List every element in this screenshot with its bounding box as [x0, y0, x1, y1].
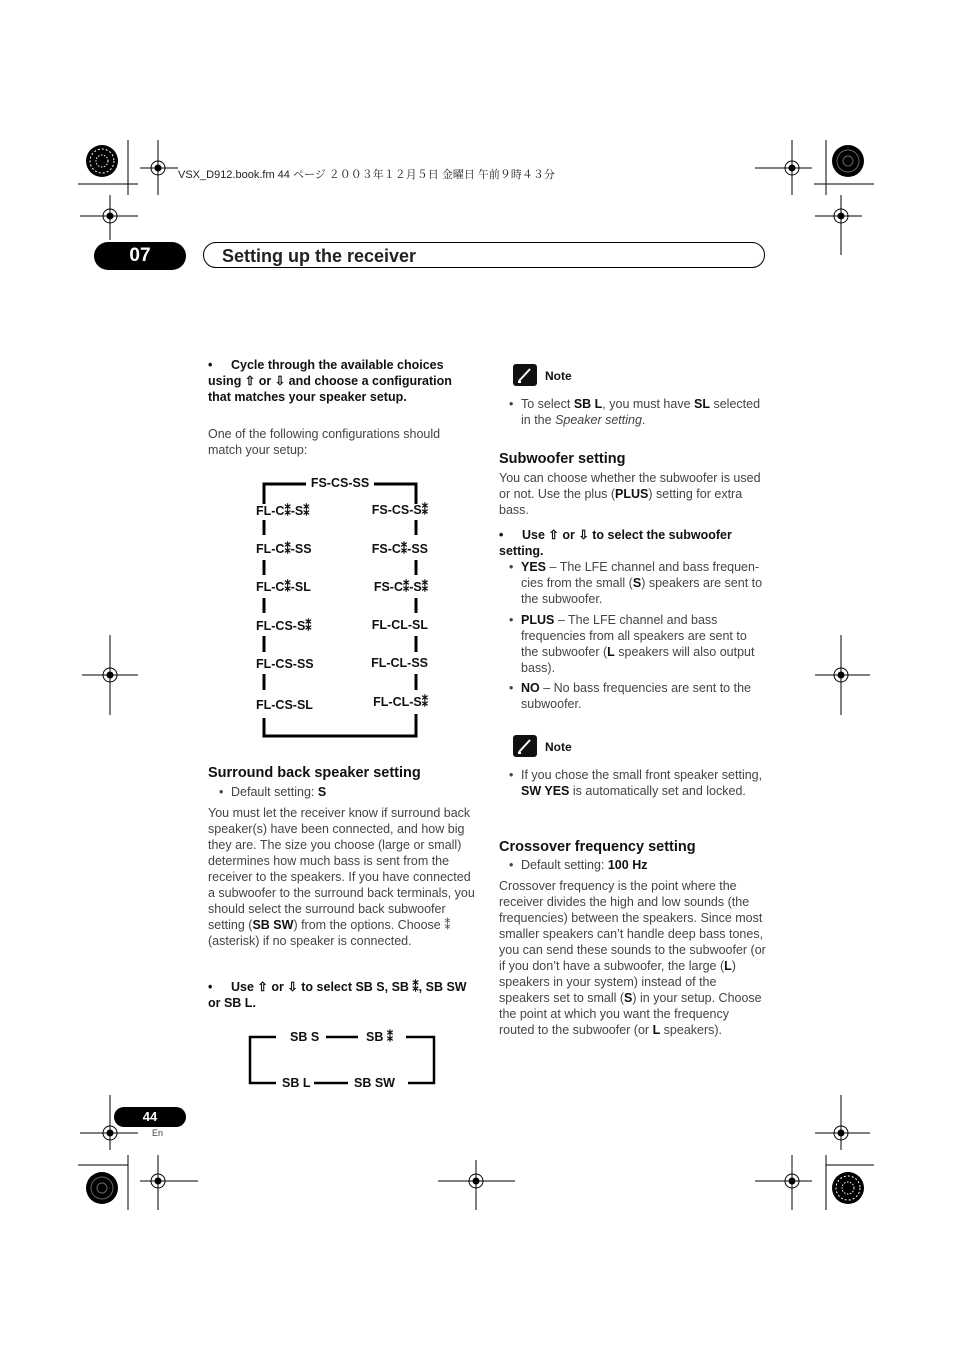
- sb-heading: Surround back speaker setting: [208, 765, 421, 781]
- config-intro: One of the following configurations should match your setup:: [208, 427, 441, 457]
- crossover-body: Crossover frequency is the point where the receiver divides the high and low sounds (the frequencies) between the speakers. Since most smaller speakers can’t handle deep bass tones, you can send these sounds to the subwoofer (or if you don’t have a subwoofer, the large (L) speakers in your system) instead of the speakers set to small (S) in your setup. Choose the point at which you want the frequency routed to the subwoofer (or L speakers).: [499, 879, 766, 1037]
- sb-cycle-bottom-right: SB SW: [354, 1076, 395, 1090]
- note2-text: • If you chose the small front speaker setting, SW YES is automatically set and locked.: [509, 768, 763, 798]
- config-right-5: FL-CL-S⁑: [373, 695, 428, 709]
- page-number: 44: [114, 1107, 186, 1127]
- config-left-2: FL-C⁑-SL: [256, 580, 311, 594]
- instruction-cycle: • Cycle through the available choices using ⇧ or ⇩ and choose a configuration that matches your speaker setup.: [208, 358, 452, 404]
- config-left-5: FL-CS-SL: [256, 698, 313, 712]
- config-right-4: FL-CL-SS: [371, 656, 428, 670]
- instruction-sb: • Use ⇧ or ⇩ to select SB S, SB ⁑, SB SW or SB L.: [208, 980, 467, 1010]
- sb-cycle-top-left: SB S: [290, 1030, 320, 1044]
- note1-title: Note: [545, 369, 572, 383]
- config-top-label: FS-CS-SS: [310, 476, 370, 490]
- language-code: En: [152, 1128, 164, 1138]
- sub-option-yes: • YES – The LFE channel and bass frequen-cies from the small (S) speakers are sent to the subwoofer.: [509, 560, 763, 606]
- config-diagram: [248, 472, 428, 742]
- instruction-subwoofer: • Use ⇧ or ⇩ to select the subwoofer setting.: [499, 528, 732, 558]
- config-left-4: FL-CS-SS: [256, 657, 314, 671]
- config-right-1: FS-C⁑-SS: [371, 542, 428, 556]
- config-right-0: FS-CS-S⁑: [371, 503, 428, 517]
- file-info-header: VSX_D912.book.fm 44 ページ ２００３年１２月５日 金曜日 午前９時４３分: [178, 169, 555, 181]
- subwoofer-intro: You can choose whether the subwoofer is used or not. Use the plus (PLUS) setting for extra bass.: [499, 471, 761, 517]
- note1-text: • To select SB L, you must have SL selected in the Speaker setting.: [509, 397, 761, 427]
- chapter-title: Setting up the receiver: [203, 242, 765, 268]
- config-left-1: FL-C⁑-SS: [256, 542, 312, 556]
- config-left-3: FL-CS-S⁑: [256, 619, 312, 633]
- subwoofer-heading: Subwoofer setting: [499, 451, 626, 467]
- sub-option-plus: • PLUS – The LFE channel and bass frequencies from all speakers are sent to the subwoofer (L speakers will also output bass).: [509, 613, 755, 675]
- config-right-2: FS-C⁑-S⁑: [373, 580, 428, 594]
- note-pencil-icon: [513, 364, 537, 386]
- sub-option-no: • NO – No bass frequencies are sent to the subwoofer.: [509, 681, 751, 711]
- sb-body: You must let the receiver know if surround back speaker(s) have been connected, and how big they are. The size you choose (large or small) determines how much bass is sent from the receiver to the speakers. If you have connected a subwoofer to the surround back terminals, you should select the surround back subwoofer setting (SB SW) from the options. Choose ⁑ (asterisk) if no speaker is connected.: [208, 806, 475, 948]
- crossover-default: • Default setting: 100 Hz: [509, 858, 648, 872]
- note2-title: Note: [545, 740, 572, 754]
- chapter-number: 07: [94, 242, 186, 270]
- sb-default: • Default setting: S: [219, 785, 327, 799]
- sb-cycle-diagram: [246, 1025, 438, 1091]
- config-right-3: FL-CL-SL: [371, 618, 428, 632]
- crossover-heading: Crossover frequency setting: [499, 839, 696, 855]
- sb-cycle-bottom-left: SB L: [282, 1076, 311, 1090]
- sb-cycle-top-right: SB ⁑: [366, 1030, 394, 1044]
- config-left-0: FL-C⁑-S⁑: [256, 504, 310, 518]
- note2-pencil-icon: [513, 735, 537, 757]
